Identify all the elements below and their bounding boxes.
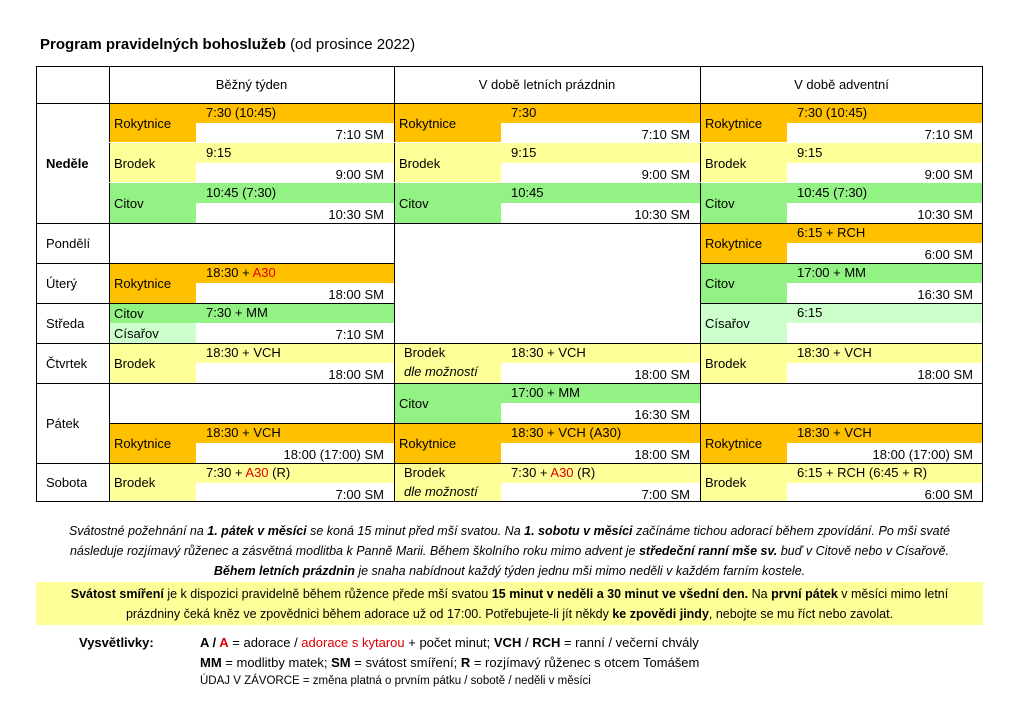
day-sunday: Neděle [46,155,89,171]
wed-reg-place-1: Citov [109,303,196,323]
header-summer: V době letních prázdnin [478,77,616,92]
sun-sum-sm-2: 9:00 SM [641,167,690,182]
fri-sum-place-1: Citov [394,383,501,423]
sun-reg-time-2: 9:15 [196,143,394,163]
sun-sum-place-2: Brodek [394,143,501,183]
legend-row-1: A / A = adorace / adorace s kytarou + počet minut; VCH / RCH = ranní / večerní chvály [200,635,699,650]
thu-adv-time: 18:30 + VCH [787,343,983,363]
wed-adv-place: Císařov [700,303,787,343]
thu-sum-sm: 18:00 SM [634,367,690,382]
sun-reg-time-1: 7:30 (10:45) [196,103,394,123]
sun-adv-sm-3: 10:30 SM [917,207,973,222]
sun-reg-place-3: Citov [109,183,196,223]
page-title: Program pravidelných bohoslužeb (od prosince 2022) [40,36,416,53]
confession-info-box: Svátost smíření je k dispozici pravidelně během růžence přede mší svatou 15 minut v neděli a 30 minut ve všední den. Na první pátek v měsíci mimo letní prázdniny čeká kněz ve zpovědnici během adorace už od 17:00. Potřebujete-li jít někdy ke zpovědi jindy, nebojte se mu říct nebo zavolat. [36,582,983,625]
fri-sum-time-1: 17:00 + MM [501,383,700,403]
thu-adv-place: Brodek [700,343,787,383]
fri-adv-time: 18:30 + VCH [787,423,983,443]
wed-reg-time: 7:30 + MM [196,303,394,323]
sun-sum-time-3: 10:45 [501,183,700,203]
tue-reg-time: 18:30 + A30 [196,263,394,283]
thu-reg-time: 18:30 + VCH [196,343,394,363]
sat-adv-time: 6:15 + RCH (6:45 + R) [787,463,983,483]
mon-adv-sm: 6:00 SM [924,247,973,262]
tue-reg-place: Rokytnice [109,263,196,303]
sun-reg-place-2: Brodek [109,143,196,183]
sat-sum-sm: 7:00 SM [641,487,690,502]
mon-adv-time: 6:15 + RCH [787,223,983,243]
table-border [36,66,983,502]
sun-reg-time-3: 10:45 (7:30) [196,183,394,203]
thu-sum-time: 18:30 + VCH [501,343,700,363]
header-regular: Běžný týden [215,77,288,92]
sun-adv-time-2: 9:15 [787,143,983,163]
sat-reg-time: 7:30 + A30 (R) [196,463,394,483]
sun-adv-place-2: Brodek [700,143,787,183]
sun-adv-time-3: 10:45 (7:30) [787,183,983,203]
thu-reg-sm: 18:00 SM [328,367,384,382]
fri-reg-place: Rokytnice [109,423,196,463]
tue-reg-sm: 18:00 SM [328,287,384,302]
fri-reg-sm: 18:00 (17:00) SM [283,447,384,462]
note-paragraph: Svátostné požehnání na 1. pátek v měsíci se koná 15 minut před mší svatou. Na 1. sobotu v měsíci začínáme tichou adorací během zpovídání. Po mši svaté následuje rozjímavý růženec a zásvětná modlitba k Panně Marii. Během školního roku mimo advent je středeční ranní mše sv. buď v Citově nebo v Císařově. Během letních prázdnin je snaha nabídnout každý týden jednu mši mimo neděli v každém farním kostele. [68,524,951,578]
sat-reg-place: Brodek [109,463,196,502]
sun-sum-sm-1: 7:10 SM [641,127,690,142]
sat-adv-sm: 6:00 SM [924,487,973,502]
fri-reg-time: 18:30 + VCH [196,423,394,443]
sun-reg-sm-2: 9:00 SM [335,167,384,182]
header-advent: V době adventní [794,77,889,92]
sun-adv-place-3: Citov [700,183,787,223]
mon-adv-place: Rokytnice [700,223,787,263]
legend-row-3: ÚDAJ V ZÁVORCE = změna platná o prvním pátku / sobotě / neděli v měsíci [200,675,591,687]
fri-sum-sm-2: 18:00 SM [634,447,690,462]
fri-adv-sm: 18:00 (17:00) SM [872,447,973,462]
sun-sum-sm-3: 10:30 SM [634,207,690,222]
sun-adv-sm-1: 7:10 SM [924,127,973,142]
sun-reg-sm-3: 10:30 SM [328,207,384,222]
wed-reg-place-2: Císařov [109,323,196,343]
day-friday: Pátek [46,415,80,431]
wed-reg-sm: 7:10 SM [335,327,384,342]
day-thursday: Čtvrtek [46,355,88,371]
sat-adv-place: Brodek [700,463,787,502]
legend-label: Vysvětlivky: [79,635,154,650]
sun-sum-time-2: 9:15 [501,143,700,163]
sun-adv-sm-2: 9:00 SM [924,167,973,182]
fri-sum-sm-1: 16:30 SM [634,407,690,422]
tue-adv-time: 17:00 + MM [787,263,983,283]
day-monday: Pondělí [46,235,91,251]
day-wednesday: Středa [46,315,85,331]
fri-sum-time-2: 18:30 + VCH (A30) [501,423,700,443]
thu-reg-place: Brodek [109,343,196,383]
wed-adv-time: 6:15 [787,303,983,323]
thu-sum-place: Brodek dle možností [394,343,501,383]
day-saturday: Sobota [46,475,88,490]
thu-adv-sm: 18:00 SM [917,367,973,382]
sat-sum-place: Brodek dle možností [394,463,501,502]
sun-adv-place-1: Rokytnice [700,103,787,143]
fri-sum-place-2: Rokytnice [394,423,501,463]
sat-reg-sm: 7:00 SM [335,487,384,502]
sun-reg-sm-1: 7:10 SM [335,127,384,142]
sun-reg-place-1: Rokytnice [109,103,196,143]
tue-adv-sm: 16:30 SM [917,287,973,302]
tue-adv-place: Citov [700,263,787,303]
schedule-table [36,66,983,502]
sun-sum-place-1: Rokytnice [394,103,501,143]
fri-adv-place: Rokytnice [700,423,787,463]
sun-sum-time-1: 7:30 [501,103,700,123]
legend-row-2: MM = modlitby matek; SM = svátost smíření; R = rozjímavý růženec s otcem Tomášem [200,655,700,670]
sat-sum-time: 7:30 + A30 (R) [501,463,700,483]
sun-adv-time-1: 7:30 (10:45) [787,103,983,123]
day-tuesday: Úterý [46,275,78,291]
sun-sum-place-3: Citov [394,183,501,223]
